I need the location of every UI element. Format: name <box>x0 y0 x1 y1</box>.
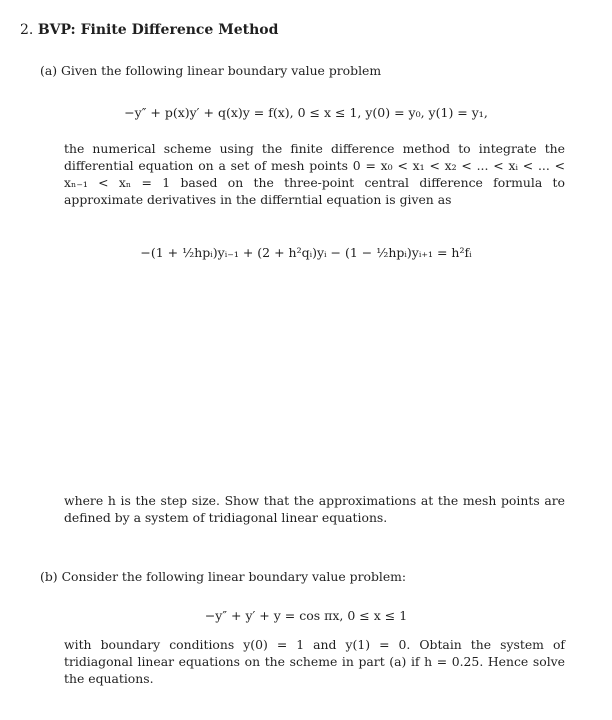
part-a-conclusion: where h is the step size. Show that the approximations at the mesh points are defined by a system of tridiagonal linear equations. <box>64 493 565 525</box>
equation-part-b-text: −y″ + y′ + y = cos πx, 0 ≤ x ≤ 1 <box>204 608 408 623</box>
part-a-label: (a) <box>40 63 58 78</box>
part-a-intro: Given the following linear boundary value problem <box>61 63 382 78</box>
part-b-intro: Consider the following linear boundary value problem: <box>61 569 407 584</box>
part-b-paragraph: with boundary conditions y(0) = 1 and y(1) = 0. Obtain the system of tridiagonal linear equations on the scheme in part (a) if h = 0.25. Hence solve the equations. <box>64 637 565 686</box>
equation-scheme-text: −(1 + ½hpᵢ)yᵢ₋₁ + (2 + h²qᵢ)yᵢ − (1 − ½hpᵢ)yᵢ₊₁ = h²fᵢ <box>140 245 472 260</box>
problem-number: 2. <box>20 22 34 38</box>
problem-title: BVP: Finite Difference Method <box>37 22 279 38</box>
equation-scheme <box>0 245 612 260</box>
part-b-intro-line <box>40 568 406 585</box>
part-b-label: (b) <box>40 569 58 584</box>
part-a-intro-line <box>40 62 381 79</box>
problem-heading <box>20 22 278 38</box>
equation-bvp-text: −y″ + p(x)y′ + q(x)y = f(x), 0 ≤ x ≤ 1, y(0) = y₀, y(1) = y₁, <box>124 105 488 120</box>
equation-part-b <box>0 608 612 623</box>
equation-bvp <box>0 105 612 120</box>
part-a-paragraph: the numerical scheme using the finite difference method to integrate the differential equation on a set of mesh points 0 = x₀ < x₁ < x₂ < ... < xᵢ < ... < xₙ₋₁ < xₙ = 1 based on the three-point central difference formula to approximate derivatives in the differntial equation is given as <box>64 141 565 207</box>
